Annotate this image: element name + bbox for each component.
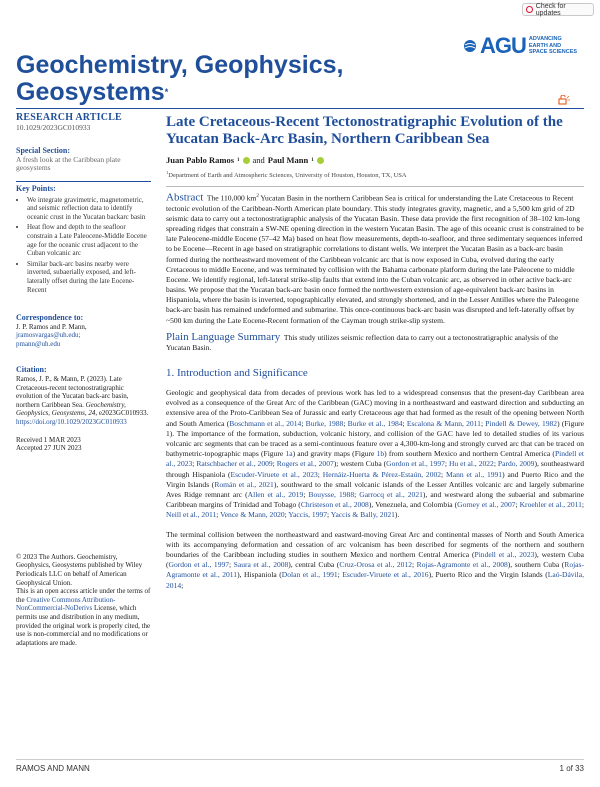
email-link[interactable]: pmann@uh.edu <box>16 339 61 348</box>
abstract-heading: Abstract <box>166 191 204 204</box>
body-paragraph <box>166 530 584 591</box>
paragraph-text: ; <box>354 490 360 500</box>
email-link[interactable]: jramosvargas@uh.edu; <box>16 331 81 340</box>
citation-link[interactable]: Bouysse, 1988 <box>308 490 355 500</box>
paragraph-text: ; <box>301 418 306 428</box>
citation-link[interactable]: Gordon et al., 1997 <box>386 459 445 469</box>
update-icon <box>526 6 533 13</box>
paragraph-text: ; <box>192 459 197 469</box>
article-title: Late Cretaceous-Recent Tectonostratigraphic Evolution of the Yucatan Back-Arc Basin, Northern Caribbean Sea <box>166 114 563 147</box>
paragraph-text: ), southern Cuba ( <box>507 560 565 570</box>
special-section-text: A fresh look at the Caribbean plate geosystems <box>16 154 121 173</box>
paragraph-text: ; <box>181 580 184 590</box>
key-point: • We integrate gravimetric, magnetometric, and seismic reflection data to identify oceanic crust in the Yucatan backarc basin <box>27 196 151 222</box>
paragraph-text: ). <box>394 510 400 520</box>
body-paragraph <box>166 388 584 521</box>
paragraph-text: ; <box>581 500 584 510</box>
citation-link[interactable]: Román et al., 2021 <box>214 479 274 489</box>
key-points <box>16 181 151 294</box>
paragraph-text: ), Hispaniola ( <box>237 570 282 580</box>
running-author: RAMOS AND MANN <box>16 764 90 773</box>
plain-language-summary: Plain Language Summary This study utilizes seismic reflection data to carry out a tectonostratigraphic analysis of the Yucatan Basin. <box>166 330 559 352</box>
correspondence-names: J. P. Ramos and P. Mann, <box>16 322 87 331</box>
journal-title: Geochemistry, Geophysics, Geosystems* <box>16 51 344 106</box>
agu-tagline: ADVANCING EARTH AND SPACE SCIENCES <box>528 36 578 56</box>
section-heading: 1. Introduction and Significance <box>166 367 308 380</box>
doi: 10.1029/2023GC010933 <box>16 122 91 132</box>
paragraph-text: ), southward to the small volcanic islands of the Lesser Antilles volcanic arc and largely submarine Aves Ridge remnant arc ( <box>166 479 584 500</box>
paragraph-text: ) (Figure 1). The importance of the formation, subduction, volcanic history, and collision of the GAC have led to detailed studies of its various volcanic arc segments that can be traced as a semi-continuous feature over a 4,300-km-long and strongly curved arc that can be traced on bathymetric-topographic maps (Figure <box>166 418 585 459</box>
author-name: Paul Mann <box>267 155 309 165</box>
page-footer <box>16 759 584 773</box>
citation-link[interactable]: Christeson et al., 2008 <box>300 500 369 510</box>
accepted-date: Accepted 27 JUN 2023 <box>16 444 82 453</box>
citation-link[interactable]: Escuder-Viruete et al., 2023 <box>230 469 318 479</box>
orcid-icon[interactable] <box>243 157 250 164</box>
affiliation: $^1$Department of Earth and Atmospheric Sciences, University of Houston, Houston, TX, USA <box>166 170 407 180</box>
citation-link[interactable]: Gorney et al., 2007 <box>457 500 516 510</box>
paragraph-text: ; <box>343 418 348 428</box>
correspondence-label: Correspondence to: <box>16 313 84 323</box>
citation-link[interactable]: Pardo, 2009 <box>497 459 535 469</box>
license-text: This is an open access article under the terms of the Creative Commons Attribution-NonCommercial-NoDerivs License, which permits use and distribution in any medium, provided the original work is properly cited, the use is non-commercial and no modifications or adaptations are made. <box>16 587 151 647</box>
paragraph-text: ), and westward along the subaerial and submarine Caribbean margins of Trinidad and Tobago ( <box>166 490 585 510</box>
citation-text: Ramos, J. P., & Mann, P. (2023). Late Cretaceous-recent tectonostratigraphic evolution of the Yucatan back-arc basin, northern Caribbean Sea. Geochemistry, Geophysics, Geosystems, 24, e2023GC010933. https://doi.org/10.1029/2023GC010933 <box>16 375 149 427</box>
citation-link[interactable]: Gordon et al., 1997 <box>168 560 230 570</box>
paragraph-text: ), Puerto Rico and the Virgin Islands ( <box>428 570 548 580</box>
citation-label: Citation: <box>16 365 47 375</box>
citation-link[interactable]: Vence & Mann, 2020 <box>220 510 285 520</box>
citation-link[interactable]: Pindell & Dewey, 1982 <box>485 418 558 428</box>
header-rule <box>16 108 584 109</box>
citation-link[interactable]: Rojas-Agramonte et al., 2008 <box>416 560 508 570</box>
citation-link[interactable]: Escuder-Viruete et al., 2016 <box>342 570 429 580</box>
paragraph-text: ), Venezuela, and Colombia ( <box>368 500 458 510</box>
paragraph-text: ; <box>229 560 234 570</box>
citation-link[interactable]: Allen et al., 2019 <box>247 490 304 500</box>
paragraph-text: Geologic and geophysical data from decades of previous work has led to a widespread consensus that the present-day Caribbean area evolved as a consequence of the Great Arc of the Caribbean (GAC) moving in a northeastward and eastward direction and subducting an extensive area of the Proto-Caribbean Sea of Jurassic and early Cretaceous age that had formed as the result of the opening between North and South America ( <box>166 388 584 428</box>
paragraph-text: ; <box>284 510 289 520</box>
agu-logo <box>463 33 577 59</box>
orcid-icon[interactable] <box>317 157 324 164</box>
special-section-label: Special Section: <box>16 146 70 156</box>
citation-link[interactable]: Pindell et al., 2023 <box>474 550 535 560</box>
paragraph-text: ; <box>515 500 520 510</box>
citation-link[interactable]: Garrocq et al., 2021 <box>359 490 423 500</box>
article-body <box>166 114 584 598</box>
paragraph-text: ; <box>216 510 221 520</box>
key-point: • Heat flow and depth to the seafloor constrain a Late Paleocene-Middle Eocene age for the oceanic crust adjacent to the Cuban volcanic arc <box>27 223 151 257</box>
paragraph-text: ; <box>272 459 277 469</box>
paragraph-text: ; <box>441 469 447 479</box>
doi-link[interactable]: https://doi.org/10.1029/2023GC010933 <box>16 418 127 427</box>
citation-link[interactable]: Burke et al., 1984 <box>347 418 403 428</box>
paragraph-text: ; <box>493 459 498 469</box>
author-name: Juan Pablo Ramos <box>166 155 235 165</box>
citation-link[interactable]: 1a <box>285 449 293 459</box>
paragraph-text: ; <box>317 469 323 479</box>
received-date: Received 1 MAR 2023 <box>16 435 81 444</box>
citation-link[interactable]: Laó-Dávila, 2014 <box>166 570 585 590</box>
citation-link[interactable]: Ratschbacher et al., 2009 <box>196 459 273 469</box>
citation-link[interactable]: Rojas-Agramonte et al., 2011 <box>166 560 584 580</box>
authors: Juan Pablo Ramos 1 and Paul Mann 1 <box>166 155 584 165</box>
paragraph-text: ; <box>412 560 417 570</box>
check-updates-label: Check for updates <box>535 2 566 17</box>
paragraph-text: ; <box>337 570 343 580</box>
open-access-icon <box>558 95 570 105</box>
cc-license-link[interactable]: Creative Commons Attribution-NonCommercial-NoDerivs <box>16 595 116 613</box>
citation-link[interactable]: Escalona & Mann, 2011 <box>406 418 481 428</box>
citation-link[interactable]: Neill et al., 2011 <box>166 510 217 520</box>
paragraph-text: ; <box>480 418 486 428</box>
paragraph-text: The terminal collision between the northeastward and eastward-moving Great Arc and continental masses of North and South America with its accompanying deformation and cessation of arc volcanism has been described for segments of the northern and southern boundaries of the Caribbean including studies in southern Mexico and northern Central America ( <box>166 529 584 560</box>
page-number: 1 of 33 <box>559 764 584 773</box>
pls-heading: Plain Language Summary <box>166 330 281 343</box>
abstract: Abstract The 110,000 $km^2$ Yucatan Basin in the northern Caribbean Sea is critical for understanding the Late Cretaceous to Recent tectonic evolution of the Caribbean-North American plate boundary. This study integrates gravity, magnetic, and a 5,500 km grid of 2D seismic data to carry out a tectonostratigraphic analysis of the Yucatan Basin. These data provide the first recognition of 38–102 km-long spreading ridges that constrain a SW-NE opening direction in the western Yucatan Basin. The age of this oceanic crust is constrained to be late Paleocene-middle Eocene (57–42 Ma) based on heat flow measurements, depth-to-seafloor, and three sedimentary sequences inferred to be Eocene—Recent in age based on stratigraphic correlations to distant wells. We interpret the Yucatan Basin as a back-arc basin formed during the northeastward movement of the Caribbean volcanic arc that is now exposed in Cuba, evolved during the early Cretaceous to middle Eocene, and was terminated by collision with the Bahama carbonate platform during the late Paleocene to middle Eocene. We identify regional, left-lateral strike-slip faults that extend into the Cuban volcanic arc, as observed in other active back-arc basins. We propose that the Yucatan back-arc basin once formed the northwestern extension of age-equivalent back-arc basins in Hispaniola, where the basin is inverted, topographically elevated, and strongly shortened, and in the Lesser Antilles where the Paleogene back-arc basin has remained undeformed and submarine. This once-continuous back-arc basin was disrupted and left-laterally offset by ~500 km during the Late Eocene-Recent formation of the Cayman trough strike-slip system. <box>166 186 584 326</box>
paragraph-text: ), central Cuba ( <box>288 560 340 570</box>
agu-mark: AGU <box>480 33 526 58</box>
paragraph-text: ), western Cuba ( <box>166 550 584 570</box>
citation-link[interactable]: Kroehler et al., 2011 <box>519 500 582 510</box>
citation-link[interactable]: 1b <box>376 449 385 459</box>
citation-link[interactable]: Boschmann et al., 2014 <box>229 418 302 428</box>
citation-link[interactable]: Mann et al., 1991 <box>446 469 503 479</box>
paragraph-text: ; <box>303 490 309 500</box>
citation-link[interactable]: Burke, 1988 <box>305 418 344 428</box>
citation-link[interactable]: Cruz-Orosa et al., 2012 <box>339 560 413 570</box>
paragraph-text: ; <box>444 459 449 469</box>
citation-link[interactable]: Rogers et al., 2007 <box>276 459 334 469</box>
citation-link[interactable]: Dolan et al., 1991 <box>281 570 338 580</box>
citation-link[interactable]: Hernáiz-Huerta & Pérez-Estaún, 2002 <box>322 469 442 479</box>
article-type: RESEARCH ARTICLE <box>16 112 122 123</box>
key-point: • Similar back-arc basins nearby were inverted, subaerially exposed, and left-laterally offset during the late Eocene-Recent <box>27 260 151 294</box>
paragraph-text: ) and gravity maps (Figure <box>292 449 377 459</box>
citation-link[interactable]: Pindell et al., 2023 <box>166 449 585 469</box>
check-for-updates-button[interactable] <box>522 3 594 16</box>
paragraph-text: ); western Cuba ( <box>333 459 387 469</box>
paragraph-text: ; <box>402 418 407 428</box>
agu-globe-icon <box>463 39 477 53</box>
citation-link[interactable]: Hu et al., 2022 <box>448 459 494 469</box>
citation-link[interactable]: Yaccis, 1997 <box>288 510 328 520</box>
copyright-notice: © 2023 The Authors. Geochemistry, Geophysics, Geosystems published by Wiley Periodicals LLC on behalf of American Geophysical Union. <box>16 552 143 587</box>
citation-link[interactable]: Yaccis & Bally, 2021 <box>330 510 395 520</box>
sidebar-metadata <box>16 114 151 647</box>
key-points-label: Key Points: <box>16 183 56 193</box>
paragraph-text: ; <box>327 510 331 520</box>
paragraph-text: ) from southern Mexico and northern Central America ( <box>384 449 555 459</box>
paragraph-text: ), southeastward through Hispaniola ( <box>166 459 584 479</box>
citation-link[interactable]: Saura et al., 2008 <box>233 560 289 570</box>
paragraph-text: ) and Puerto Rico and the Virgin Islands ( <box>166 469 585 489</box>
